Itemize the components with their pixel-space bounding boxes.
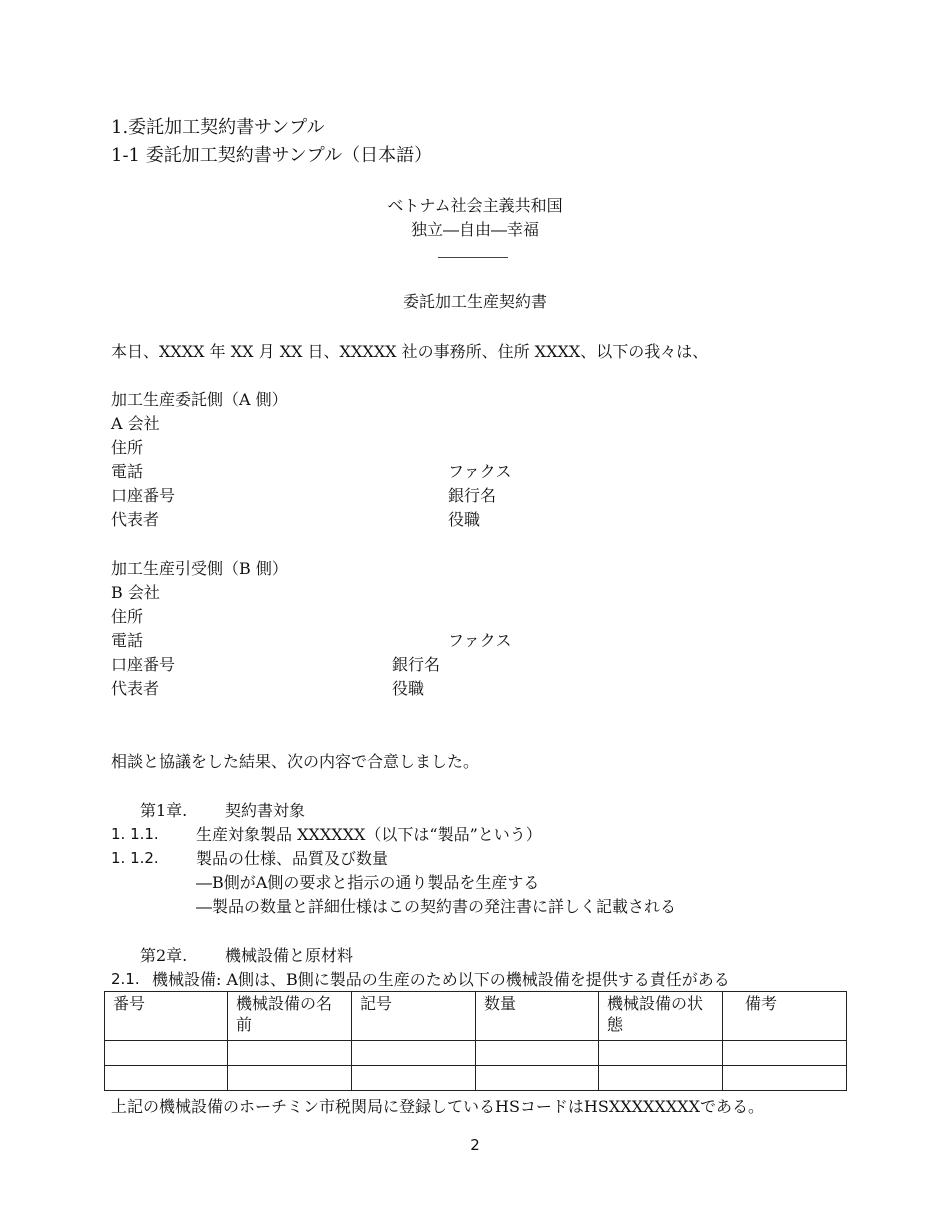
party-b-company: B 会社 xyxy=(111,583,160,602)
clause-1-1-1-text: 生産対象製品 XXXXXX（以下は“製品”という） xyxy=(196,825,542,844)
table-header-cell: 番号 xyxy=(105,992,228,1041)
bullet-item: ―製品の数量と詳細仕様はこの契約書の発注書に詳しく記載される xyxy=(196,897,677,916)
table-header-cell: 機械設備の名前 xyxy=(228,992,352,1041)
table-cell xyxy=(105,1041,228,1066)
party-a-position: 役職 xyxy=(448,510,481,529)
page-number: 2 xyxy=(470,1136,480,1154)
party-a-fax: ファクス xyxy=(448,462,512,481)
table-cell xyxy=(599,1066,723,1091)
section-heading: 1.委託加工契約書サンプル xyxy=(111,117,325,138)
bullet-item: ―B側がA側の要求と指示の通り製品を生産する xyxy=(196,873,540,892)
table-header-cell: 備考 xyxy=(723,992,847,1041)
national-motto: 独立―自由―幸福 xyxy=(410,220,539,239)
chapter-2-number: 第2章. xyxy=(140,946,188,965)
party-b-phone: 電話 xyxy=(111,631,144,650)
party-b-representative: 代表者 xyxy=(111,679,160,698)
intro-paragraph: 本日、XXXX 年 XX 月 XX 日、XXXXX 社の事務所、住所 XXXX、以下の我々は、 xyxy=(111,342,709,361)
table-cell xyxy=(105,1066,228,1091)
table-cell xyxy=(352,1041,476,1066)
table-header-cell: 機械設備の状態 xyxy=(599,992,723,1041)
table-header-cell: 数量 xyxy=(476,992,599,1041)
table-cell xyxy=(723,1041,847,1066)
party-a-phone: 電話 xyxy=(111,462,144,481)
clause-1-1-1-number: 1. 1.1. xyxy=(111,825,159,843)
party-b-bank: 銀行名 xyxy=(392,655,441,674)
clause-2-1-text: 機械設備: A側は、B側に製品の生産のため以下の機械設備を提供する責任がある xyxy=(152,970,730,989)
table-cell xyxy=(723,1066,847,1091)
table-cell xyxy=(228,1066,352,1091)
equipment-table xyxy=(104,991,847,1091)
motto-underline xyxy=(438,257,508,258)
table-cell xyxy=(476,1041,599,1066)
party-b-fax: ファクス xyxy=(448,631,512,650)
party-b-account: 口座番号 xyxy=(111,655,176,674)
table-cell xyxy=(476,1066,599,1091)
party-a-address: 住所 xyxy=(111,438,144,457)
clause-1-1-2-text: 製品の仕様、品質及び数量 xyxy=(196,849,389,868)
table-row xyxy=(105,1041,847,1066)
agreement-statement: 相談と協議をした結果、次の内容で合意しました。 xyxy=(111,752,480,771)
party-b-address: 住所 xyxy=(111,607,144,626)
party-b-position: 役職 xyxy=(392,679,425,698)
party-a-company: A 会社 xyxy=(111,414,160,433)
chapter-1-title: 契約書対象 xyxy=(225,801,306,820)
table-header-cell: 記号 xyxy=(352,992,476,1041)
table-cell xyxy=(228,1041,352,1066)
party-b-role: 加工生産引受側（B 側） xyxy=(111,559,288,578)
document-title: 委託加工生産契約書 xyxy=(402,292,547,311)
party-a-role: 加工生産委託側（A 側） xyxy=(111,390,288,409)
country-name: ベトナム社会主義共和国 xyxy=(387,196,563,215)
chapter-1-number: 第1章. xyxy=(140,801,188,820)
clause-1-1-2-number: 1. 1.2. xyxy=(111,849,159,867)
table-cell xyxy=(599,1041,723,1066)
hs-code-note: 上記の機械設備のホーチミン市税関局に登録しているHSコードはHSXXXXXXXXである。 xyxy=(111,1097,764,1116)
table-row xyxy=(105,1066,847,1091)
party-a-representative: 代表者 xyxy=(111,510,160,529)
subsection-heading: 1-1 委託加工契約書サンプル（日本語） xyxy=(111,145,433,166)
table-header-row xyxy=(105,992,847,1041)
clause-2-1-number: 2.1. xyxy=(111,970,140,988)
party-a-bank: 銀行名 xyxy=(448,486,497,505)
party-a-account: 口座番号 xyxy=(111,486,176,505)
chapter-2-title: 機械設備と原材料 xyxy=(225,946,354,965)
table-cell xyxy=(352,1066,476,1091)
